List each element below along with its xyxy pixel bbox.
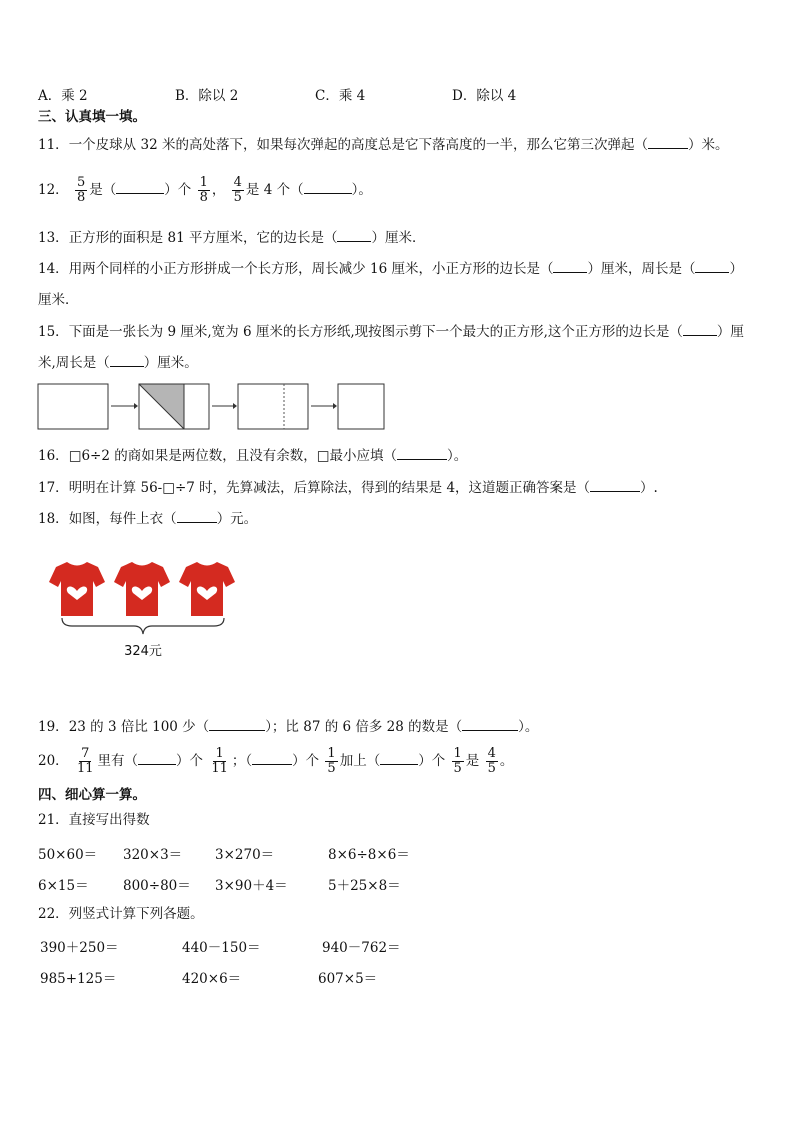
q-text: ， bbox=[211, 182, 226, 198]
calc-item: 8×6÷8×6＝ bbox=[328, 847, 410, 863]
total-price-label: 324元 bbox=[124, 644, 162, 659]
q-text: 明明在计算 56-□÷7 时，先算减法，后算除法，得到的结果是 4，这道题正确答案是（ bbox=[68, 480, 591, 496]
q-tail: ）厘米． bbox=[371, 230, 426, 246]
denominator: 8 bbox=[76, 190, 86, 205]
answer-blank[interactable] bbox=[462, 718, 518, 731]
q-number: 11． bbox=[38, 137, 69, 153]
q-text: 是 4 个（ bbox=[245, 182, 304, 198]
option-a: A．乘 2 bbox=[38, 88, 88, 104]
question-18 bbox=[38, 510, 257, 528]
fraction bbox=[198, 176, 210, 205]
question-22-title: 22．列竖式计算下列各题。 bbox=[38, 906, 204, 922]
q-tail: 。 bbox=[499, 753, 514, 769]
question-17 bbox=[38, 479, 658, 497]
cut-square bbox=[338, 384, 384, 429]
q-tail: ）厘米。 bbox=[143, 355, 198, 371]
q-number: 16． bbox=[38, 448, 69, 464]
answer-blank[interactable] bbox=[590, 479, 640, 492]
q-text: 里有（ bbox=[97, 753, 139, 769]
numerator: 7 bbox=[81, 746, 90, 761]
answer-blank[interactable] bbox=[380, 752, 418, 765]
q-text: □6÷2 的商如果是两位数，且没有余数，□最小应填（ bbox=[68, 448, 397, 464]
question-11 bbox=[38, 136, 728, 154]
calc-item: 50×60＝ bbox=[38, 847, 98, 863]
q-tail: ）。 bbox=[518, 719, 539, 735]
q-number: 17． bbox=[38, 480, 69, 496]
shirt-icon bbox=[179, 562, 235, 616]
q-text: 一个皮球从 32 米的高处落下，如果每次弹起的高度总是它下落高度的一半，那么它第三次弹起（ bbox=[68, 137, 648, 153]
q-number: 14． bbox=[38, 261, 69, 277]
answer-blank[interactable] bbox=[138, 752, 176, 765]
fraction bbox=[452, 747, 464, 776]
answer-blank[interactable] bbox=[695, 260, 729, 273]
q-text: 是 bbox=[465, 753, 480, 769]
answer-blank[interactable] bbox=[648, 136, 688, 149]
q-number: 15． bbox=[38, 324, 69, 340]
answer-blank[interactable] bbox=[397, 447, 447, 460]
fraction bbox=[486, 747, 498, 776]
question-12 bbox=[38, 174, 372, 206]
brace-icon bbox=[62, 618, 224, 634]
question-16 bbox=[38, 447, 467, 465]
calc-item: 3×90＋4＝ bbox=[215, 878, 288, 894]
q-tail: ）元。 bbox=[216, 511, 258, 527]
denominator: 5 bbox=[327, 761, 336, 776]
fraction bbox=[325, 747, 337, 776]
numerator: 1 bbox=[327, 746, 336, 761]
question-13 bbox=[38, 229, 425, 247]
vertical-calc-item: 607×5＝ bbox=[318, 971, 378, 987]
q-tail: ）米。 bbox=[687, 137, 729, 153]
question-19 bbox=[38, 718, 538, 736]
q-text: 是（ bbox=[89, 182, 117, 198]
section3-title: 三、认真填一填。 bbox=[38, 109, 146, 125]
answer-blank[interactable] bbox=[683, 323, 717, 336]
calc-item: 320×3＝ bbox=[123, 847, 183, 863]
calc-item: 5＋25×8＝ bbox=[328, 878, 401, 894]
shirts-figure bbox=[48, 556, 240, 664]
calc-item: 6×15＝ bbox=[38, 878, 89, 894]
q-text: ；（ bbox=[231, 753, 253, 769]
q-text: ）个 bbox=[176, 753, 204, 769]
q-tail: ）. bbox=[640, 480, 658, 496]
vertical-calc-item: 940－762＝ bbox=[322, 940, 401, 956]
q-number: 19． bbox=[38, 719, 69, 735]
numerator: 1 bbox=[453, 746, 462, 761]
numerator: 4 bbox=[233, 175, 242, 190]
answer-blank[interactable] bbox=[553, 260, 587, 273]
vertical-calc-item: 440－150＝ bbox=[182, 940, 261, 956]
option-b: B．除以 2 bbox=[175, 88, 239, 104]
question-20 bbox=[38, 745, 513, 777]
vertical-calc-item: 420×6＝ bbox=[182, 971, 242, 987]
q-tail: ）。 bbox=[446, 448, 468, 464]
question-21-title: 21．直接写出得数 bbox=[38, 812, 150, 828]
answer-blank[interactable] bbox=[304, 181, 352, 194]
q-number: 13． bbox=[38, 230, 69, 246]
q-tail: ）。 bbox=[351, 182, 372, 198]
unfolded-paper bbox=[238, 384, 308, 429]
q-text: ）个 bbox=[418, 753, 446, 769]
q-text: 下面是一张长为 9 厘米,宽为 6 厘米的长方形纸,现按图示剪下一个最大的正方形,这个正方形的边长是（ bbox=[68, 324, 683, 340]
question-14-line2: 厘米． bbox=[38, 292, 79, 308]
answer-blank[interactable] bbox=[337, 229, 371, 242]
section4-title: 四、细心算一算。 bbox=[38, 787, 146, 803]
numerator: 1 bbox=[215, 746, 224, 761]
numerator: 4 bbox=[487, 746, 496, 761]
fraction bbox=[232, 176, 244, 205]
answer-blank[interactable] bbox=[209, 718, 265, 731]
q-text: 如图，每件上衣（ bbox=[68, 511, 177, 527]
option-d: D．除以 4 bbox=[452, 88, 517, 104]
answer-blank[interactable] bbox=[116, 181, 164, 194]
question-15 bbox=[38, 323, 744, 341]
q-text: ）厘米，周长是（ bbox=[587, 261, 696, 277]
question-15-line2 bbox=[38, 354, 198, 372]
answer-blank[interactable] bbox=[177, 510, 217, 523]
vertical-calc-item: 390＋250＝ bbox=[40, 940, 119, 956]
denominator: 11 bbox=[76, 761, 94, 776]
shirt-icon bbox=[49, 562, 105, 616]
q-text: ）；比 87 的 6 倍多 28 的数是（ bbox=[265, 719, 463, 735]
denominator: 8 bbox=[199, 190, 208, 205]
denominator: 5 bbox=[233, 190, 242, 205]
fraction bbox=[75, 747, 96, 776]
fraction bbox=[75, 176, 87, 205]
q-text: ）个 bbox=[164, 182, 192, 198]
fraction bbox=[209, 747, 230, 776]
q-text: 用两个同样的小正方形拼成一个长方形，周长减少 16 厘米，小正方形的边长是（ bbox=[68, 261, 554, 277]
q-text: 正方形的面积是 81 平方厘米，它的边长是（ bbox=[68, 230, 338, 246]
q-number: 20． bbox=[38, 753, 69, 769]
answer-blank[interactable] bbox=[252, 752, 292, 765]
calc-item: 800÷80＝ bbox=[123, 878, 191, 894]
q-number: 12． bbox=[38, 182, 69, 198]
arrow-head-icon bbox=[333, 403, 337, 409]
arrow-head-icon bbox=[233, 403, 237, 409]
calc-item: 3×270＝ bbox=[215, 847, 275, 863]
rectangle-paper bbox=[38, 384, 108, 429]
shirt-icon bbox=[114, 562, 170, 616]
q-number: 18． bbox=[38, 511, 69, 527]
question-14 bbox=[38, 260, 743, 278]
answer-blank[interactable] bbox=[110, 354, 144, 367]
q-text: 加上（ bbox=[339, 753, 381, 769]
q-tail: ） bbox=[729, 261, 743, 277]
denominator: 5 bbox=[487, 761, 496, 776]
q-text: 23 的 3 倍比 100 少（ bbox=[68, 719, 210, 735]
numerator: 1 bbox=[199, 175, 208, 190]
q-tail: ）厘 bbox=[716, 324, 744, 340]
q-text: 米,周长是（ bbox=[38, 355, 110, 371]
denominator: 11 bbox=[211, 761, 228, 776]
numerator: 5 bbox=[76, 175, 86, 190]
arrow-head-icon bbox=[134, 403, 138, 409]
option-c: C．乘 4 bbox=[315, 88, 366, 104]
q-text: ）个 bbox=[292, 753, 320, 769]
denominator: 5 bbox=[453, 761, 462, 776]
vertical-calc-item: 985+125＝ bbox=[40, 971, 117, 987]
cutting-diagram bbox=[36, 382, 388, 432]
